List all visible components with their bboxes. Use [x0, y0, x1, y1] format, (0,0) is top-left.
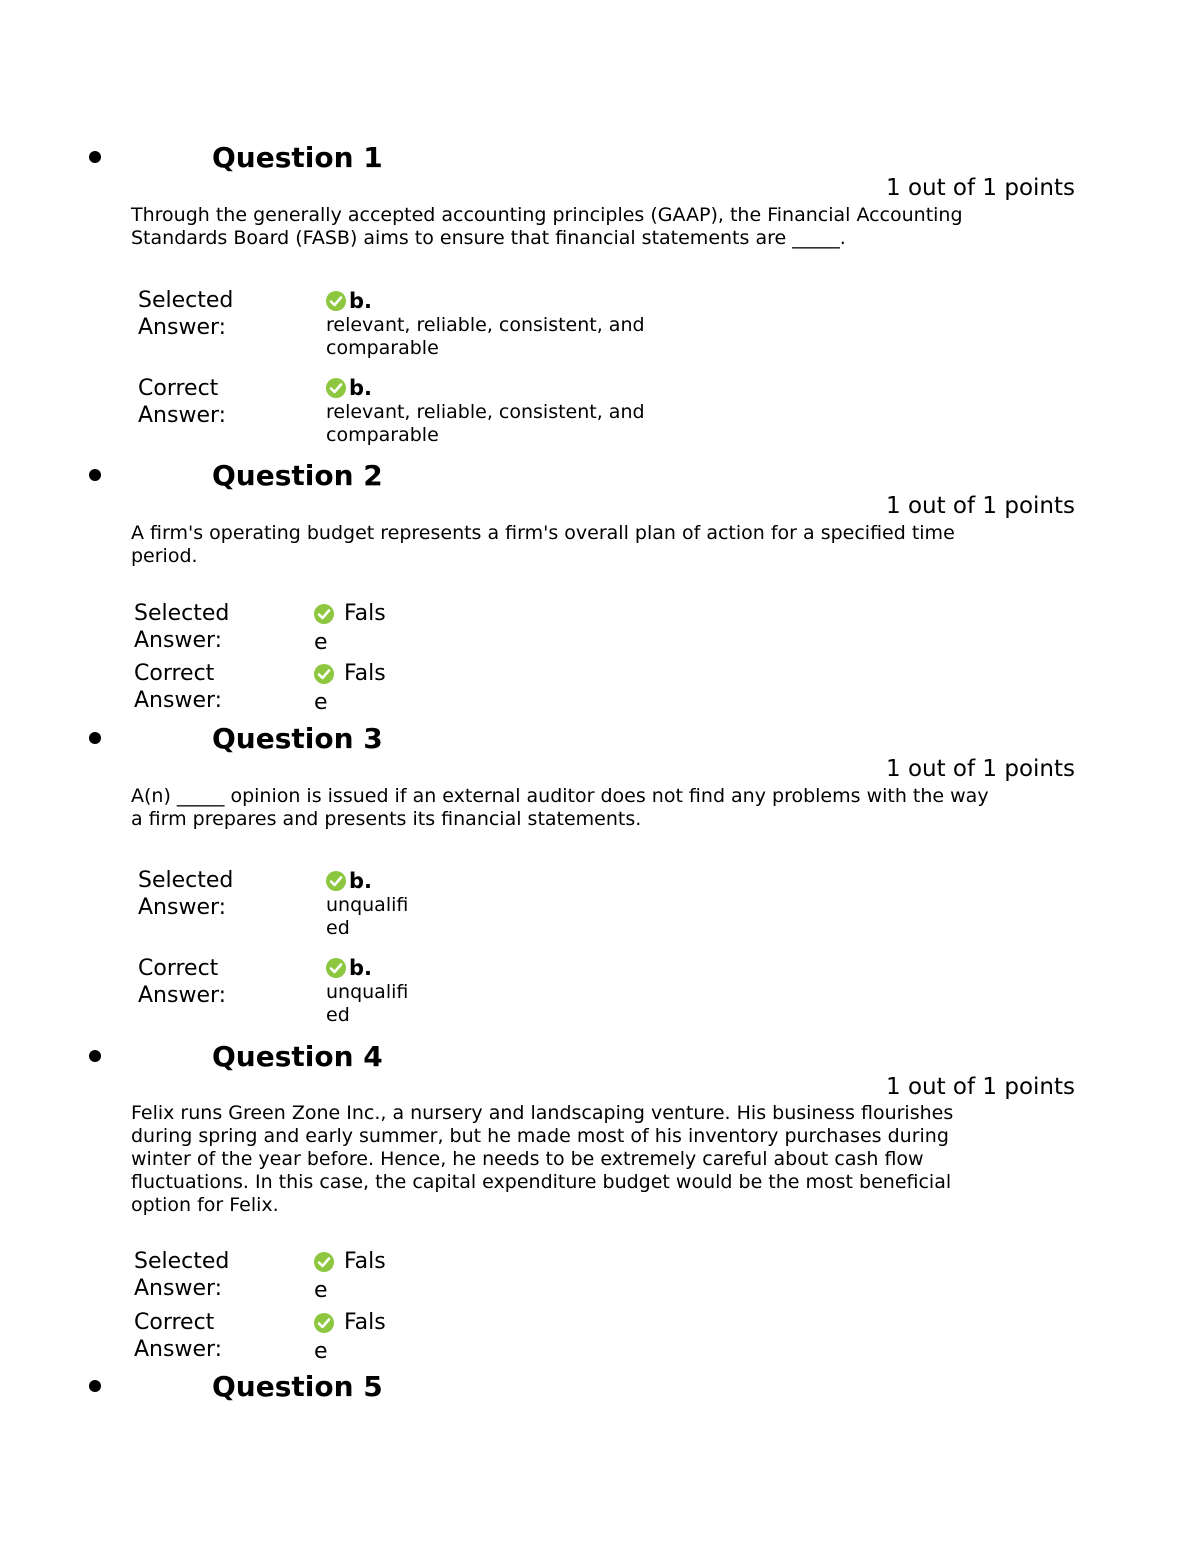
- question-2-text-line: period.: [131, 545, 198, 567]
- question-4-text-line: winter of the year before. Hence, he needs to be extremely careful about cash flow: [131, 1148, 924, 1170]
- question-4-title: Question 4: [212, 1040, 383, 1073]
- answer-text-line: Fals: [344, 661, 386, 686]
- answer-text-line: e: [314, 630, 328, 655]
- question-4-text-line: option for Felix.: [131, 1194, 279, 1216]
- selected-label-line: Selected: [138, 288, 234, 313]
- selected-label-line: Answer:: [138, 315, 227, 340]
- question-3-title: Question 3: [212, 722, 383, 755]
- question-1-text-line: Standards Board (FASB) aims to ensure that financial statements are _____.: [131, 227, 846, 249]
- question-2-text-line: A firm's operating budget represents a firm's overall plan of action for a specified time: [131, 522, 955, 544]
- check-circle-icon: [314, 664, 334, 684]
- answer-text-line: relevant, reliable, consistent, and: [326, 314, 645, 336]
- question-3-selected-label: [138, 867, 288, 921]
- question-1-points: 1 out of 1 points: [886, 175, 1075, 201]
- answer-text-line: ed: [326, 1004, 350, 1026]
- question-3-correct-answer: [326, 955, 408, 1027]
- question-1-title: Question 1: [212, 141, 383, 174]
- check-circle-icon: [326, 958, 346, 978]
- answer-text-line: unqualifi: [326, 981, 409, 1003]
- answer-text-line: relevant, reliable, consistent, and: [326, 401, 645, 423]
- answer-text-line: unqualifi: [326, 894, 409, 916]
- question-2-selected-answer: [314, 599, 404, 657]
- question-2-correct-answer: [314, 659, 404, 717]
- selected-label-line: Answer:: [134, 628, 223, 653]
- selected-label-line: Selected: [138, 868, 234, 893]
- question-1-correct-answer: [326, 375, 645, 447]
- question-3-text: [131, 785, 1031, 831]
- check-circle-icon: [314, 604, 334, 624]
- question-1-text-line: Through the generally accepted accounting principles (GAAP), the Financial Accounting: [131, 204, 963, 226]
- answer-text-line: e: [314, 1339, 328, 1364]
- answer-text-line: Fals: [344, 1249, 386, 1274]
- correct-label-line: Answer:: [138, 403, 227, 428]
- question-4-selected-answer: [314, 1247, 404, 1305]
- question-1-text: [131, 204, 1031, 250]
- correct-label-line: Answer:: [138, 983, 227, 1008]
- question-5-bullet: [89, 1380, 101, 1392]
- question-3-points: 1 out of 1 points: [886, 756, 1075, 782]
- question-4-correct-label: [134, 1309, 284, 1363]
- question-4-selected-label: [134, 1248, 284, 1302]
- check-circle-icon: [326, 378, 346, 398]
- answer-letter: b.: [349, 869, 373, 893]
- answer-letter: b.: [349, 376, 373, 400]
- question-2-text: [131, 522, 1031, 568]
- selected-label-line: Selected: [134, 1249, 230, 1274]
- question-1-bullet: [89, 151, 101, 163]
- answer-letter: b.: [349, 956, 373, 980]
- answer-text-line: Fals: [344, 601, 386, 626]
- answer-text-line: comparable: [326, 337, 439, 359]
- answer-letter: b.: [349, 289, 373, 313]
- question-1-selected-label: [138, 287, 288, 341]
- answer-text-line: ed: [326, 917, 350, 939]
- question-4-correct-answer: [314, 1308, 404, 1366]
- question-4-text-line: fluctuations. In this case, the capital expenditure budget would be the most beneficial: [131, 1171, 952, 1193]
- question-1-correct-label: [138, 375, 288, 429]
- correct-label-line: Answer:: [134, 688, 223, 713]
- question-4-points: 1 out of 1 points: [886, 1074, 1075, 1100]
- question-2-points: 1 out of 1 points: [886, 493, 1075, 519]
- answer-text-line: e: [314, 1278, 328, 1303]
- question-4-bullet: [89, 1050, 101, 1062]
- selected-label-line: Answer:: [138, 895, 227, 920]
- question-3-bullet: [89, 732, 101, 744]
- question-3-text-line: a firm prepares and presents its financial statements.: [131, 808, 642, 830]
- question-2-title: Question 2: [212, 459, 383, 492]
- selected-label-line: Answer:: [134, 1276, 223, 1301]
- correct-label-line: Correct: [138, 376, 219, 401]
- answer-text-line: e: [314, 690, 328, 715]
- question-3-correct-label: [138, 955, 288, 1009]
- question-4-text: [131, 1102, 1031, 1217]
- check-circle-icon: [326, 291, 346, 311]
- answer-text-line: Fals: [344, 1310, 386, 1335]
- question-1-selected-answer: [326, 288, 645, 360]
- selected-label-line: Selected: [134, 601, 230, 626]
- check-circle-icon: [314, 1252, 334, 1272]
- question-4-text-line: during spring and early summer, but he made most of his inventory purchases during: [131, 1125, 949, 1147]
- question-3-text-line: A(n) _____ opinion is issued if an external auditor does not find any problems with the way: [131, 785, 989, 807]
- correct-label-line: Correct: [134, 1310, 215, 1335]
- check-circle-icon: [326, 871, 346, 891]
- correct-label-line: Answer:: [134, 1337, 223, 1362]
- correct-label-line: Correct: [134, 661, 215, 686]
- question-2-bullet: [89, 469, 101, 481]
- question-5-title: Question 5: [212, 1370, 383, 1403]
- question-3-selected-answer: [326, 868, 408, 940]
- check-circle-icon: [314, 1313, 334, 1333]
- question-2-selected-label: [134, 600, 284, 654]
- question-4-text-line: Felix runs Green Zone Inc., a nursery and landscaping venture. His business flourishes: [131, 1102, 954, 1124]
- answer-text-line: comparable: [326, 424, 439, 446]
- correct-label-line: Correct: [138, 956, 219, 981]
- question-2-correct-label: [134, 660, 284, 714]
